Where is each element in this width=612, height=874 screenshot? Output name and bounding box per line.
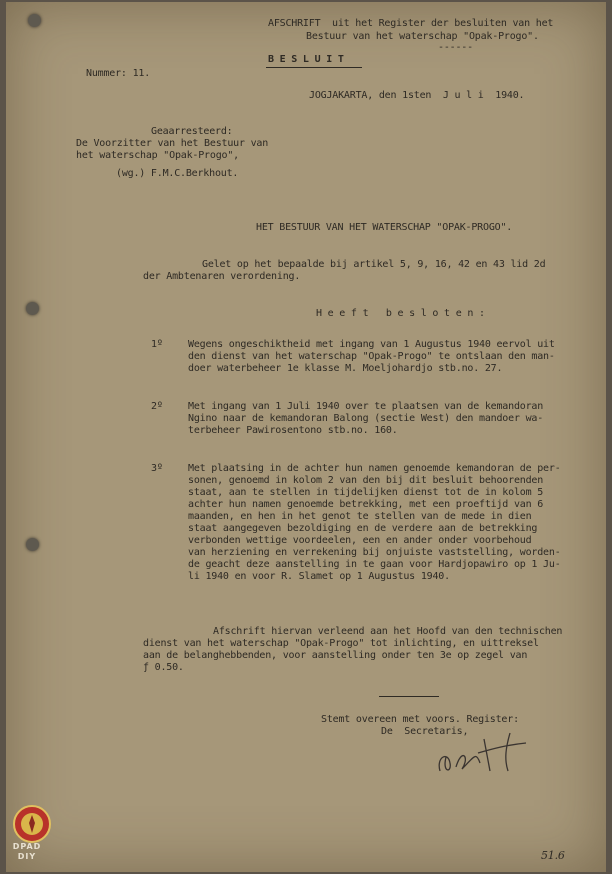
item-number: 3º <box>151 463 163 474</box>
registered-signature-line: (wg.) F.M.C.Berkhout. <box>116 168 239 179</box>
item-text-line: Met ingang van 1 Juli 1940 over te plaatsen van de kemandoran <box>188 401 544 412</box>
registered-line-3: het waterschap "Opak-Progo", <box>76 150 239 161</box>
punch-hole <box>28 14 41 27</box>
copy-note-line: ƒ 0.50. <box>143 662 184 673</box>
punch-hole <box>26 302 39 315</box>
item-number: 2º <box>151 401 163 412</box>
item-text-line: verbonden wettige voordeelen, een en ander onder voorbehoud <box>188 535 532 546</box>
document-page <box>6 2 606 872</box>
item-text-line: den dienst van het waterschap "Opak-Progo" te ontslaan den man- <box>188 351 555 362</box>
item-text-line: van herziening en verrekening bij onjuiste vaststelling, worden- <box>188 547 561 558</box>
item-number: 1º <box>151 339 163 350</box>
considering-line-1: Gelet op het bepaalde bij artikel 5, 9, 16, 42 en 43 lid 2d <box>202 259 546 270</box>
item-text-line: terbeheer Pawirosentono stb.no. 160. <box>188 425 398 436</box>
copy-note-line: Afschrift hiervan verleend aan het Hoofd van den technischen <box>213 626 563 637</box>
header-line-1: AFSCHRIFT uit het Register der besluiten van het <box>268 18 554 29</box>
copy-note-line: dienst van het waterschap "Opak-Progo" tot inlichting, en uittreksel <box>143 638 539 649</box>
registered-line-2: De Voorzitter van het Bestuur van <box>76 138 269 149</box>
item-text-line: Met plaatsing in de achter hun namen genoemde kemandoran de per- <box>188 463 561 474</box>
title-underline <box>266 67 362 68</box>
authority-heading: HET BESTUUR VAN HET WATERSCHAP "OPAK-PROGO". <box>256 222 513 233</box>
attest-line: Stemt overeen met voors. Register: <box>321 714 519 725</box>
punch-hole <box>26 538 39 551</box>
considering-line-2: der Ambtenaren verordening. <box>143 271 301 282</box>
document-title: B E S L U I T <box>268 54 344 65</box>
archive-stamp-label: DPAD DIY <box>12 842 42 861</box>
item-text-line: achter hun namen genoemde betrekking, met een proeftijd van 6 <box>188 499 544 510</box>
decree-number: Nummer: 11. <box>86 68 151 79</box>
attest-secretary: De Secretaris, <box>381 726 469 737</box>
header-rule: ------ <box>438 42 473 53</box>
item-text-line: staat, aan te stellen in tijdelijken dienst tot de in kolom 5 <box>188 487 544 498</box>
page-mark: 51.6 <box>541 849 565 862</box>
decided-heading: H e e f t b e s l o t e n : <box>316 308 485 319</box>
item-text-line: staat aangegeven bezoldiging en de verdere aan de betrekking <box>188 523 538 534</box>
item-text-line: sonen, genoemd in kolom 2 van den bij dit besluit behoorenden <box>188 475 544 486</box>
registered-label: Geaarresteerd: <box>151 126 233 137</box>
copy-note-line: aan de belanghebbenden, voor aanstelling onder ten 3e op zegel van <box>143 650 528 661</box>
place-date: JOGJAKARTA, den 1sten J u l i 1940. <box>309 90 525 101</box>
item-text-line: Wegens ongeschiktheid met ingang van 1 Augustus 1940 eervol uit <box>188 339 555 350</box>
item-text-line: de geacht deze aanstelling in te gaan voor Hardjopawiro op 1 Ju- <box>188 559 561 570</box>
handwritten-signature <box>426 727 546 777</box>
item-text-line: doer waterbeheer 1e klasse M. Moeljohardjo stb.no. 27. <box>188 363 503 374</box>
item-text-line: maanden, en hen in het genot te stellen van de mede in dien <box>188 511 532 522</box>
header-line-2: Bestuur van het waterschap "Opak-Progo". <box>306 31 539 42</box>
item-text-line: li 1940 en voor R. Slamet op 1 Augustus 1940. <box>188 571 450 582</box>
item-text-line: Ngino naar de kemandoran Balong (sectie West) den mandoer wa- <box>188 413 544 424</box>
separator-rule <box>379 696 439 697</box>
